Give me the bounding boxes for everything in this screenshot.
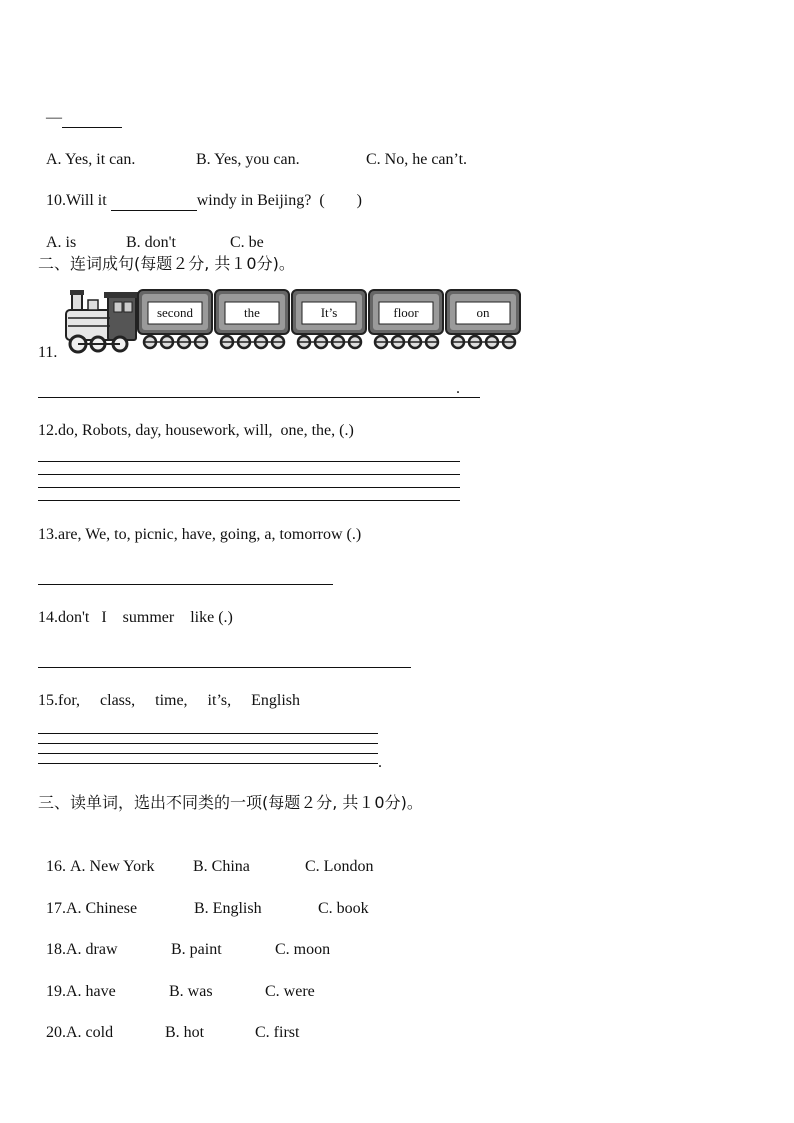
q16-option-a[interactable]: A. New York — [70, 858, 155, 875]
q18-row — [38, 920, 330, 960]
q9-options — [38, 130, 467, 170]
q9-dash: — — [46, 109, 62, 126]
q10-text-before: Will it — [66, 192, 111, 209]
train-car-word-4: floor — [393, 305, 419, 320]
q11-train-illustration — [64, 288, 524, 358]
section-2-heading: 二、连词成句(每题２分, 共１0分)。 — [38, 254, 295, 273]
q10-question — [38, 171, 362, 211]
q10-number: 10. — [46, 192, 66, 209]
section-3-heading: 三、读单词，选出不同类的一项(每题２分, 共１0分)。 — [38, 793, 423, 812]
q11-period: . — [456, 380, 460, 397]
q15-question: 15.for, class, time, it’s, English — [38, 692, 301, 709]
q10-answer-paren[interactable]: ( ) — [319, 192, 362, 209]
q10-option-b[interactable]: B. don't — [126, 234, 176, 251]
q20-number: 20. — [46, 1024, 66, 1041]
q13-question: 13.are, We, to, picnic, have, going, a, tomorrow (.) — [38, 526, 362, 543]
q19-option-a[interactable]: A. have — [66, 983, 116, 1000]
train-car-word-3: It’s — [320, 305, 338, 320]
q9-option-c[interactable]: C. No, he can’t. — [366, 151, 468, 168]
q10-text-after: windy in Beijing? — [196, 192, 312, 209]
q15-period: . — [378, 754, 382, 771]
q18-option-c[interactable]: C. moon — [275, 941, 331, 958]
locomotive-icon — [66, 290, 140, 352]
q12-question: 12.do, Robots, day, housework, will, one, the, (.) — [38, 422, 354, 439]
q9-answer-line — [38, 88, 122, 128]
q20-option-a[interactable]: A. cold — [66, 1024, 114, 1041]
q12-line-1[interactable] — [38, 461, 460, 462]
train-car-word-1: second — [156, 305, 194, 320]
q17-option-b[interactable]: B. English — [194, 900, 262, 917]
q9-option-b[interactable]: B. Yes, you can. — [196, 151, 300, 168]
q10-blank[interactable] — [111, 194, 197, 211]
q10-options — [38, 213, 264, 253]
q14-question: 14.don't I summer like (.) — [38, 609, 233, 626]
q20-option-b[interactable]: B. hot — [165, 1024, 205, 1041]
q19-row — [38, 962, 315, 1002]
q15-line-4[interactable] — [38, 763, 378, 764]
q18-number: 18. — [46, 941, 66, 958]
q20-option-c[interactable]: C. first — [255, 1024, 300, 1041]
q12-line-3[interactable] — [38, 487, 460, 488]
q9-option-a[interactable]: A. Yes, it can. — [46, 151, 136, 168]
q20-row — [38, 1003, 299, 1043]
q16-row — [38, 837, 373, 877]
q10-option-c[interactable]: C. be — [230, 234, 264, 251]
train-car-word-2: the — [244, 305, 260, 320]
q10-option-a[interactable]: A. is — [46, 234, 77, 251]
q17-option-c[interactable]: C. book — [318, 900, 369, 917]
q19-option-b[interactable]: B. was — [169, 983, 213, 1000]
q17-row — [38, 879, 369, 919]
q16-option-c[interactable]: C. London — [305, 858, 374, 875]
q11-number: 11. — [38, 344, 58, 361]
train-car-word-5: on — [476, 305, 490, 320]
q15-line-2[interactable] — [38, 743, 378, 744]
q15-line-1[interactable] — [38, 733, 378, 734]
q19-option-c[interactable]: C. were — [265, 983, 315, 1000]
q17-number: 17. — [46, 900, 66, 917]
q18-option-a[interactable]: A. draw — [66, 941, 118, 958]
q18-option-b[interactable]: B. paint — [171, 941, 222, 958]
q11-answer-line[interactable] — [38, 397, 480, 398]
q16-option-b[interactable]: B. China — [193, 858, 250, 875]
q15-line-3[interactable] — [38, 753, 378, 754]
q19-number: 19. — [46, 983, 66, 1000]
q14-answer-line[interactable] — [38, 667, 411, 668]
q13-answer-line[interactable] — [38, 584, 333, 585]
q12-line-4[interactable] — [38, 500, 460, 501]
q16-number: 16. — [46, 858, 66, 875]
q9-blank[interactable] — [62, 111, 122, 128]
q12-line-2[interactable] — [38, 474, 460, 475]
q17-option-a[interactable]: A. Chinese — [66, 900, 138, 917]
